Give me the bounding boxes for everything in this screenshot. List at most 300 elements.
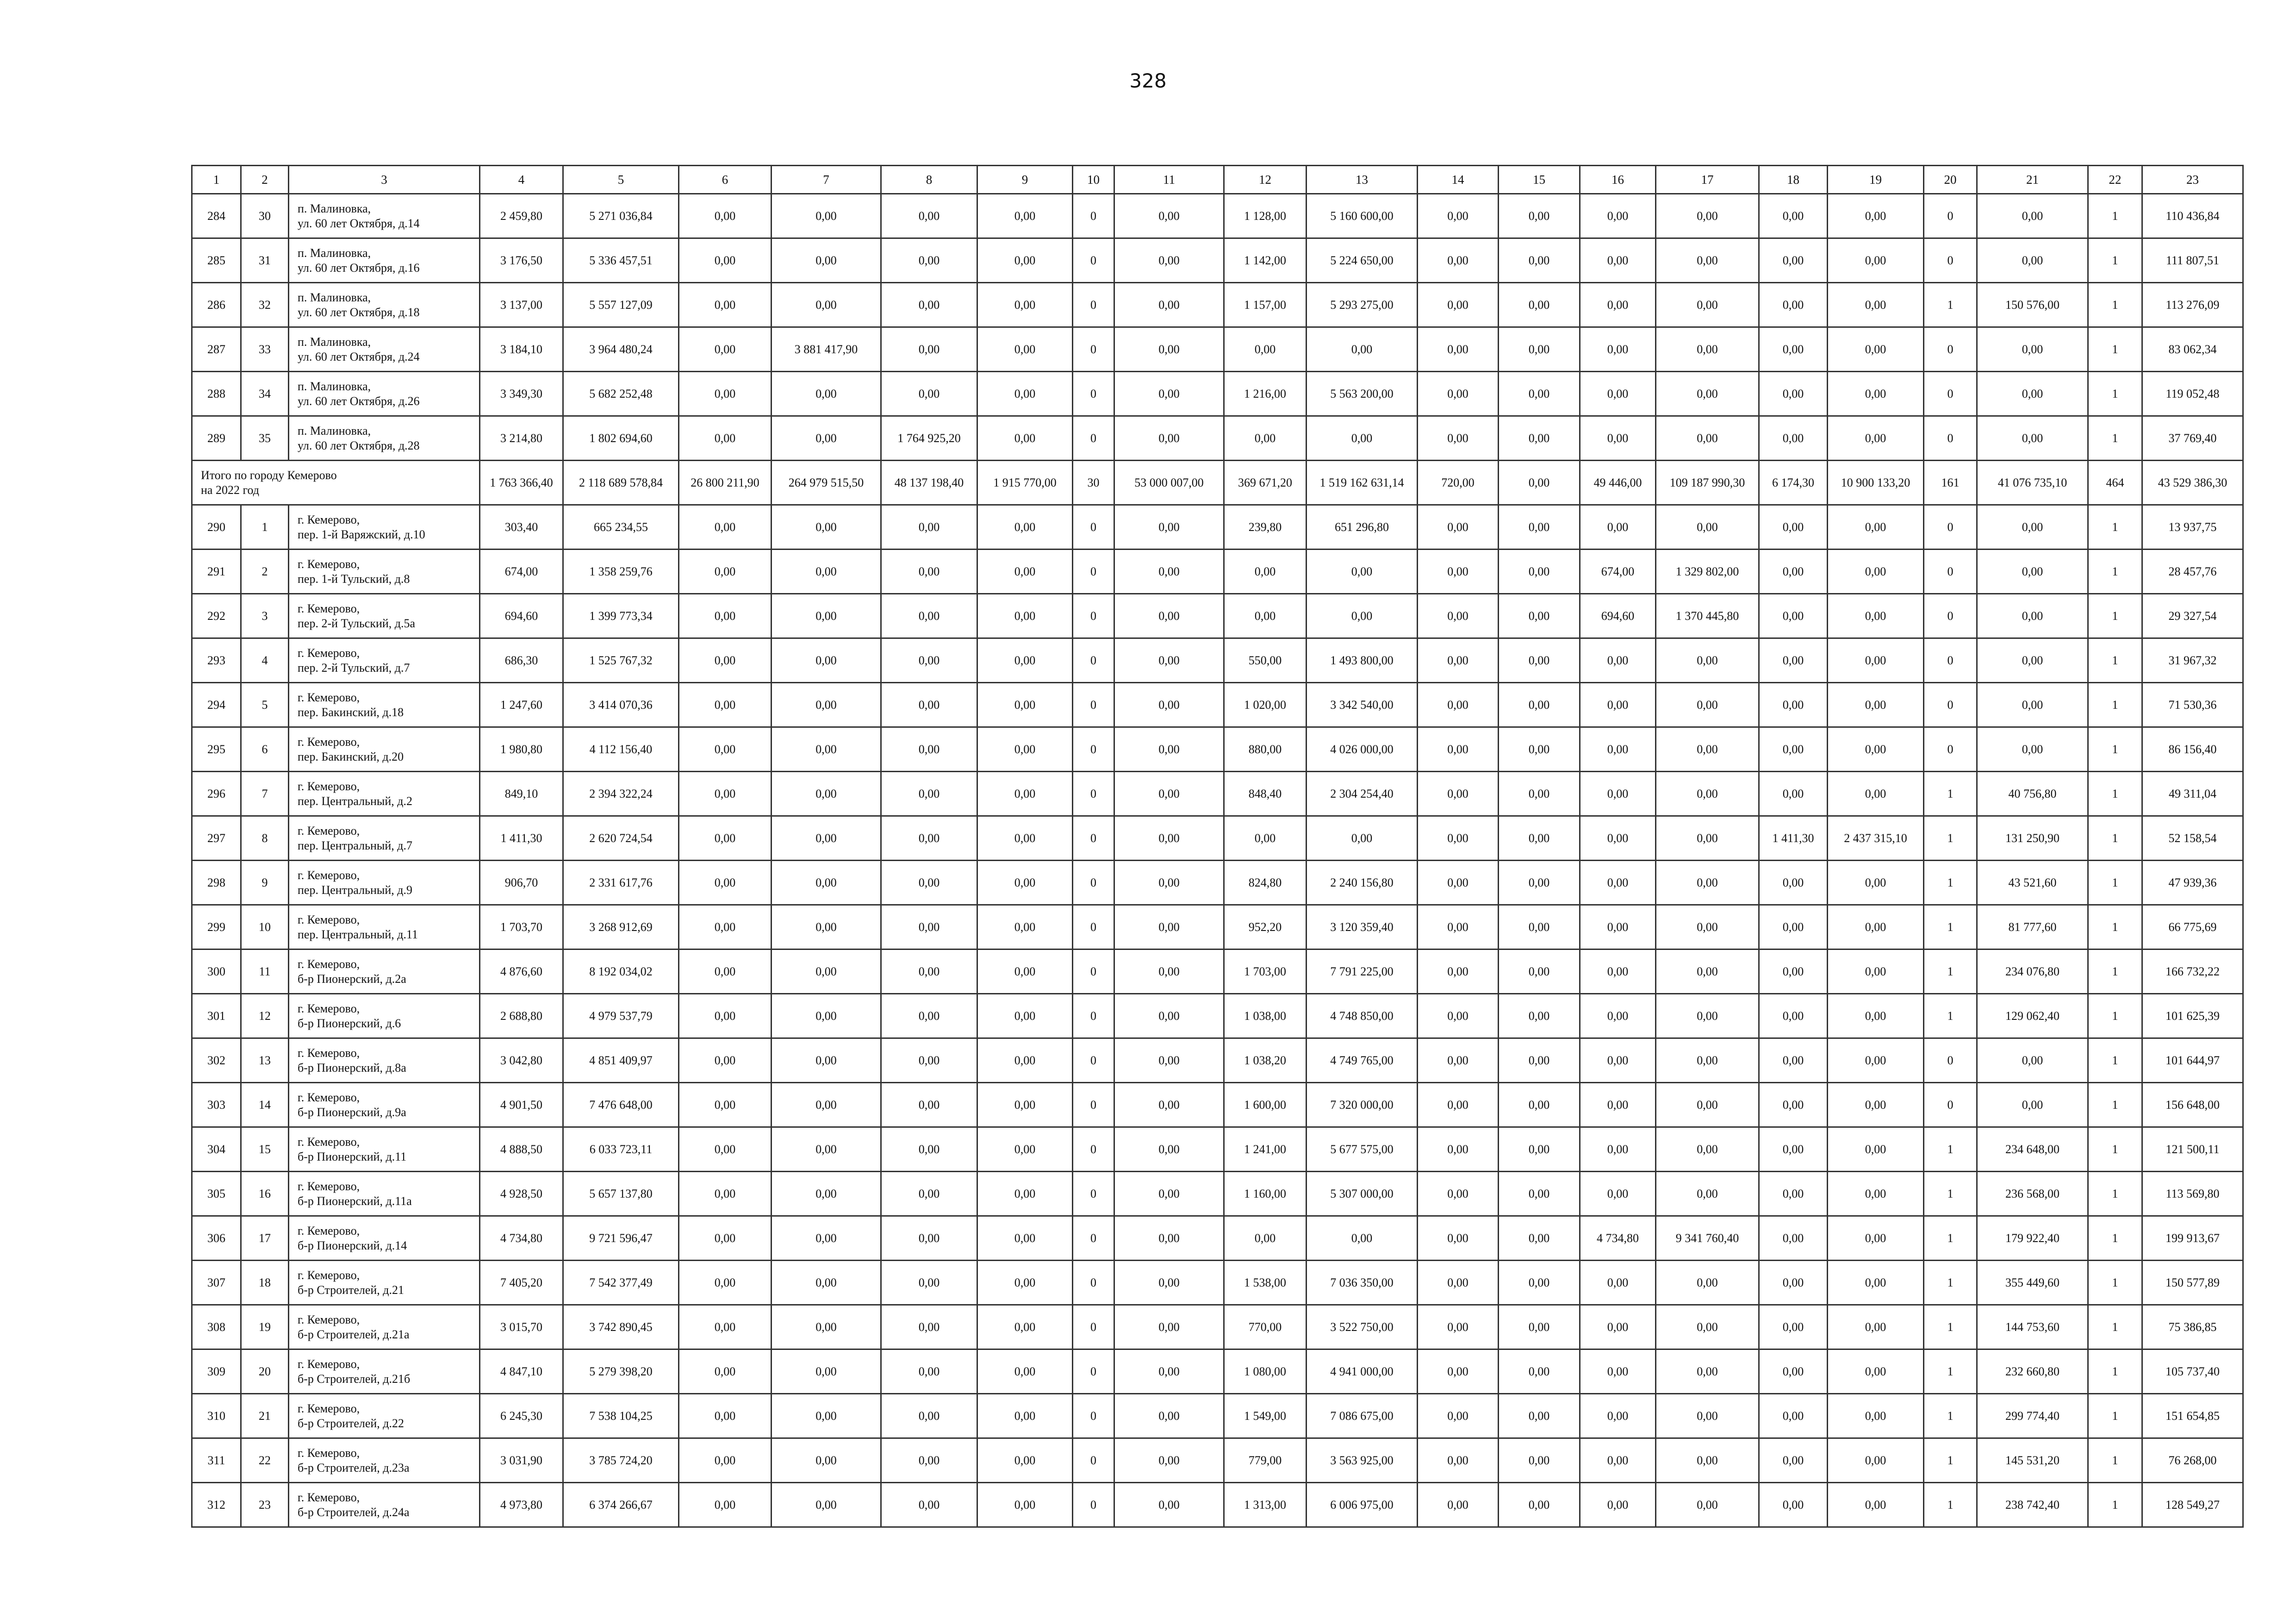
value-col-19: 0,00: [1828, 861, 1924, 905]
table-row: [192, 994, 2243, 1038]
value-col-23: 101 644,97: [2142, 1038, 2243, 1083]
value-col-16: 0,00: [1580, 1349, 1656, 1394]
address-line2: пер. 2-й Тульский, д.5а: [298, 616, 416, 630]
value-col-20: 1: [1924, 994, 1977, 1038]
value-col-19: 10 900 133,20: [1828, 461, 1924, 505]
value-col-8: 0,00: [881, 1083, 977, 1127]
value-col-17: 1 329 802,00: [1656, 550, 1759, 594]
value-col-5: 8 192 034,02: [563, 949, 679, 994]
value-col-23: 128 549,27: [2142, 1483, 2243, 1527]
column-header-4: 4: [480, 166, 563, 194]
value-col-6: 0,00: [679, 416, 772, 461]
value-col-10: 0: [1073, 638, 1114, 683]
value-col-20: 0: [1924, 194, 1977, 238]
address-line2: б-р Строителей, д.21б: [298, 1372, 411, 1386]
value-col-8: 48 137 198,40: [881, 461, 977, 505]
value-col-4: 4 928,50: [480, 1172, 563, 1216]
value-col-22: 1: [2088, 550, 2142, 594]
row-subnumber: 12: [241, 994, 289, 1038]
value-col-22: 1: [2088, 727, 2142, 772]
value-col-19: 0,00: [1828, 683, 1924, 727]
value-col-20: 1: [1924, 1349, 1977, 1394]
value-col-13: 7 036 350,00: [1307, 1261, 1418, 1305]
value-col-7: 0,00: [772, 861, 881, 905]
value-col-9: 1 915 770,00: [977, 461, 1073, 505]
address-line1: п. Малиновка,: [298, 335, 371, 349]
value-col-17: 9 341 760,40: [1656, 1216, 1759, 1261]
value-col-6: 0,00: [679, 638, 772, 683]
value-col-22: 1: [2088, 816, 2142, 861]
row-subnumber: 15: [241, 1127, 289, 1172]
value-col-14: 0,00: [1418, 1349, 1499, 1394]
value-col-18: 0,00: [1759, 194, 1828, 238]
value-col-21: 129 062,40: [1977, 994, 2088, 1038]
value-col-18: 0,00: [1759, 1038, 1828, 1083]
value-col-21: 234 648,00: [1977, 1127, 2088, 1172]
value-col-10: 0: [1073, 1349, 1114, 1394]
value-col-4: 4 888,50: [480, 1127, 563, 1172]
table-row: [192, 550, 2243, 594]
value-col-15: 0,00: [1499, 327, 1580, 372]
row-subnumber: 4: [241, 638, 289, 683]
value-col-19: 0,00: [1828, 949, 1924, 994]
value-col-14: 720,00: [1418, 461, 1499, 505]
address-line1: г. Кемерово,: [298, 1357, 360, 1371]
value-col-23: 75 386,85: [2142, 1305, 2243, 1349]
row-number: 297: [192, 816, 241, 861]
table-row: [192, 238, 2243, 283]
column-header-8: 8: [881, 166, 977, 194]
value-col-16: 0,00: [1580, 194, 1656, 238]
address-line2: ул. 60 лет Октября, д.14: [298, 216, 420, 230]
value-col-16: 0,00: [1580, 816, 1656, 861]
row-number: 288: [192, 372, 241, 416]
header-row: [192, 166, 2243, 194]
value-col-5: 6 033 723,11: [563, 1127, 679, 1172]
value-col-12: 1 549,00: [1224, 1394, 1307, 1438]
address-line1: г. Кемерово,: [298, 1268, 360, 1282]
column-header-11: 11: [1114, 166, 1224, 194]
value-col-20: 0: [1924, 683, 1977, 727]
table-row: [192, 283, 2243, 327]
row-number: 295: [192, 727, 241, 772]
value-col-11: 0,00: [1114, 727, 1224, 772]
address-cell: [289, 949, 480, 994]
value-col-12: 1 038,20: [1224, 1038, 1307, 1083]
value-col-13: 0,00: [1307, 1216, 1418, 1261]
value-col-7: 0,00: [772, 1172, 881, 1216]
address-line2: б-р Строителей, д.24а: [298, 1505, 410, 1519]
value-col-17: 0,00: [1656, 772, 1759, 816]
value-col-15: 0,00: [1499, 372, 1580, 416]
row-subnumber: 35: [241, 416, 289, 461]
row-number: 307: [192, 1261, 241, 1305]
value-col-21: 144 753,60: [1977, 1305, 2088, 1349]
value-col-17: 0,00: [1656, 949, 1759, 994]
value-col-15: 0,00: [1499, 1038, 1580, 1083]
row-number: 289: [192, 416, 241, 461]
row-subnumber: 17: [241, 1216, 289, 1261]
page-number: 328: [1129, 69, 1167, 92]
row-subnumber: 31: [241, 238, 289, 283]
address-line2: пер. 1-й Тульский, д.8: [298, 572, 410, 586]
table-row: [192, 1483, 2243, 1527]
value-col-21: 236 568,00: [1977, 1172, 2088, 1216]
value-col-19: 0,00: [1828, 1038, 1924, 1083]
total-label-line1: Итого по городу Кемерово: [201, 468, 337, 482]
value-col-19: 0,00: [1828, 905, 1924, 949]
value-col-9: 0,00: [977, 1038, 1073, 1083]
address-line2: пер. 2-й Тульский, д.7: [298, 661, 410, 675]
value-col-13: 2 304 254,40: [1307, 772, 1418, 816]
value-col-8: 0,00: [881, 1127, 977, 1172]
value-col-5: 5 271 036,84: [563, 194, 679, 238]
address-line1: г. Кемерово,: [298, 1046, 360, 1060]
value-col-15: 0,00: [1499, 1127, 1580, 1172]
value-col-7: 0,00: [772, 238, 881, 283]
value-col-21: 299 774,40: [1977, 1394, 2088, 1438]
address-line2: б-р Строителей, д.22: [298, 1416, 404, 1430]
value-col-9: 0,00: [977, 816, 1073, 861]
address-cell: [289, 905, 480, 949]
address-line1: г. Кемерово,: [298, 691, 360, 705]
value-col-7: 0,00: [772, 1216, 881, 1261]
value-col-9: 0,00: [977, 1083, 1073, 1127]
row-number: 287: [192, 327, 241, 372]
value-col-18: 0,00: [1759, 1394, 1828, 1438]
value-col-7: 0,00: [772, 1394, 881, 1438]
value-col-11: 0,00: [1114, 1083, 1224, 1127]
value-col-10: 0: [1073, 505, 1114, 550]
value-col-21: 41 076 735,10: [1977, 461, 2088, 505]
row-number: 306: [192, 1216, 241, 1261]
value-col-14: 0,00: [1418, 238, 1499, 283]
value-col-9: 0,00: [977, 949, 1073, 994]
value-col-11: 0,00: [1114, 550, 1224, 594]
value-col-18: 0,00: [1759, 327, 1828, 372]
value-col-6: 0,00: [679, 683, 772, 727]
value-col-5: 2 620 724,54: [563, 816, 679, 861]
value-col-20: 0: [1924, 550, 1977, 594]
value-col-10: 0: [1073, 1261, 1114, 1305]
value-col-13: 0,00: [1307, 327, 1418, 372]
value-col-5: 3 268 912,69: [563, 905, 679, 949]
row-subnumber: 13: [241, 1038, 289, 1083]
value-col-8: 0,00: [881, 1216, 977, 1261]
table-row: [192, 372, 2243, 416]
address-line1: г. Кемерово,: [298, 824, 360, 838]
value-col-6: 0,00: [679, 372, 772, 416]
value-col-14: 0,00: [1418, 772, 1499, 816]
value-col-5: 3 785 724,20: [563, 1438, 679, 1483]
value-col-14: 0,00: [1418, 1394, 1499, 1438]
value-col-11: 0,00: [1114, 505, 1224, 550]
address-line2: пер. Центральный, д.7: [298, 838, 412, 852]
value-col-6: 0,00: [679, 949, 772, 994]
value-col-13: 3 522 750,00: [1307, 1305, 1418, 1349]
value-col-10: 0: [1073, 1216, 1114, 1261]
address-cell: [289, 1305, 480, 1349]
value-col-23: 28 457,76: [2142, 550, 2243, 594]
value-col-23: 37 769,40: [2142, 416, 2243, 461]
value-col-14: 0,00: [1418, 1083, 1499, 1127]
value-col-7: 0,00: [772, 505, 881, 550]
value-col-22: 1: [2088, 194, 2142, 238]
value-col-11: 0,00: [1114, 416, 1224, 461]
address-cell: [289, 1349, 480, 1394]
value-col-15: 0,00: [1499, 505, 1580, 550]
value-col-6: 0,00: [679, 327, 772, 372]
value-col-14: 0,00: [1418, 1305, 1499, 1349]
value-col-20: 0: [1924, 372, 1977, 416]
table-row: [192, 416, 2243, 461]
value-col-9: 0,00: [977, 994, 1073, 1038]
address-cell: [289, 994, 480, 1038]
value-col-19: 0,00: [1828, 372, 1924, 416]
value-col-20: 0: [1924, 238, 1977, 283]
capital-repair-table: [191, 165, 2244, 1528]
address-cell: [289, 594, 480, 638]
value-col-9: 0,00: [977, 594, 1073, 638]
value-col-16: 0,00: [1580, 1394, 1656, 1438]
value-col-20: 0: [1924, 727, 1977, 772]
address-cell: [289, 416, 480, 461]
column-header-20: 20: [1924, 166, 1977, 194]
value-col-6: 0,00: [679, 1438, 772, 1483]
value-col-12: 1 241,00: [1224, 1127, 1307, 1172]
value-col-20: 1: [1924, 1483, 1977, 1527]
row-subnumber: 11: [241, 949, 289, 994]
value-col-16: 0,00: [1580, 861, 1656, 905]
address-cell: [289, 727, 480, 772]
value-col-23: 110 436,84: [2142, 194, 2243, 238]
value-col-12: 0,00: [1224, 550, 1307, 594]
value-col-22: 1: [2088, 1083, 2142, 1127]
value-col-13: 5 307 000,00: [1307, 1172, 1418, 1216]
value-col-8: 0,00: [881, 550, 977, 594]
value-col-12: 0,00: [1224, 327, 1307, 372]
value-col-8: 0,00: [881, 905, 977, 949]
value-col-21: 150 576,00: [1977, 283, 2088, 327]
address-cell: [289, 638, 480, 683]
value-col-19: 0,00: [1828, 194, 1924, 238]
address-line2: б-р Пионерский, д.11: [298, 1149, 407, 1163]
value-col-5: 4 851 409,97: [563, 1038, 679, 1083]
value-col-18: 0,00: [1759, 683, 1828, 727]
value-col-22: 1: [2088, 283, 2142, 327]
value-col-18: 0,00: [1759, 1261, 1828, 1305]
address-line1: п. Малиновка,: [298, 202, 371, 216]
value-col-12: 0,00: [1224, 416, 1307, 461]
value-col-5: 5 657 137,80: [563, 1172, 679, 1216]
value-col-7: 0,00: [772, 1483, 881, 1527]
value-col-12: 1 216,00: [1224, 372, 1307, 416]
address-cell: [289, 1083, 480, 1127]
table-body: [192, 166, 2243, 1527]
row-subnumber: 22: [241, 1438, 289, 1483]
value-col-20: 1: [1924, 1438, 1977, 1483]
column-header-22: 22: [2088, 166, 2142, 194]
value-col-23: 199 913,67: [2142, 1216, 2243, 1261]
value-col-6: 0,00: [679, 1305, 772, 1349]
value-col-10: 0: [1073, 594, 1114, 638]
value-col-6: 0,00: [679, 594, 772, 638]
value-col-10: 0: [1073, 905, 1114, 949]
value-col-8: 0,00: [881, 683, 977, 727]
value-col-16: 0,00: [1580, 727, 1656, 772]
value-col-17: 0,00: [1656, 1038, 1759, 1083]
value-col-16: 0,00: [1580, 949, 1656, 994]
value-col-18: 0,00: [1759, 283, 1828, 327]
value-col-8: 0,00: [881, 194, 977, 238]
value-col-13: 651 296,80: [1307, 505, 1418, 550]
value-col-17: 0,00: [1656, 1349, 1759, 1394]
value-col-17: 0,00: [1656, 1083, 1759, 1127]
table-row: [192, 772, 2243, 816]
value-col-19: 0,00: [1828, 1083, 1924, 1127]
value-col-13: 6 006 975,00: [1307, 1483, 1418, 1527]
row-number: 300: [192, 949, 241, 994]
value-col-13: 0,00: [1307, 594, 1418, 638]
row-number: 294: [192, 683, 241, 727]
value-col-11: 0,00: [1114, 638, 1224, 683]
address-line1: г. Кемерово,: [298, 1224, 360, 1238]
address-line1: г. Кемерово,: [298, 1180, 360, 1193]
value-col-16: 0,00: [1580, 1127, 1656, 1172]
value-col-15: 0,00: [1499, 283, 1580, 327]
value-col-9: 0,00: [977, 1438, 1073, 1483]
value-col-17: 0,00: [1656, 327, 1759, 372]
value-col-18: 0,00: [1759, 949, 1828, 994]
row-number: 303: [192, 1083, 241, 1127]
value-col-21: 0,00: [1977, 1083, 2088, 1127]
value-col-5: 5 557 127,09: [563, 283, 679, 327]
row-subnumber: 6: [241, 727, 289, 772]
value-col-4: 849,10: [480, 772, 563, 816]
row-number: 302: [192, 1038, 241, 1083]
value-col-13: 2 240 156,80: [1307, 861, 1418, 905]
value-col-18: 0,00: [1759, 1349, 1828, 1394]
value-col-4: 1 247,60: [480, 683, 563, 727]
value-col-14: 0,00: [1418, 994, 1499, 1038]
value-col-13: 7 791 225,00: [1307, 949, 1418, 994]
value-col-4: 694,60: [480, 594, 563, 638]
value-col-7: 0,00: [772, 1038, 881, 1083]
value-col-11: 0,00: [1114, 372, 1224, 416]
value-col-14: 0,00: [1418, 683, 1499, 727]
value-col-18: 0,00: [1759, 1216, 1828, 1261]
value-col-12: 770,00: [1224, 1305, 1307, 1349]
value-col-19: 0,00: [1828, 283, 1924, 327]
address-cell: [289, 1483, 480, 1527]
value-col-9: 0,00: [977, 238, 1073, 283]
value-col-17: 0,00: [1656, 505, 1759, 550]
value-col-20: 1: [1924, 816, 1977, 861]
value-col-9: 0,00: [977, 1394, 1073, 1438]
row-subnumber: 9: [241, 861, 289, 905]
value-col-9: 0,00: [977, 905, 1073, 949]
value-col-6: 0,00: [679, 1172, 772, 1216]
value-col-13: 5 677 575,00: [1307, 1127, 1418, 1172]
value-col-14: 0,00: [1418, 727, 1499, 772]
table-row: [192, 905, 2243, 949]
value-col-6: 0,00: [679, 194, 772, 238]
table-row: [192, 861, 2243, 905]
column-header-14: 14: [1418, 166, 1499, 194]
value-col-15: 0,00: [1499, 550, 1580, 594]
value-col-9: 0,00: [977, 505, 1073, 550]
value-col-20: 0: [1924, 505, 1977, 550]
value-col-18: 0,00: [1759, 550, 1828, 594]
table-row: [192, 594, 2243, 638]
value-col-15: 0,00: [1499, 861, 1580, 905]
value-col-11: 0,00: [1114, 1483, 1224, 1527]
value-col-4: 1 703,70: [480, 905, 563, 949]
column-header-21: 21: [1977, 166, 2088, 194]
value-col-4: 686,30: [480, 638, 563, 683]
column-header-7: 7: [772, 166, 881, 194]
value-col-18: 0,00: [1759, 1438, 1828, 1483]
value-col-11: 0,00: [1114, 1172, 1224, 1216]
value-col-8: 0,00: [881, 727, 977, 772]
value-col-11: 0,00: [1114, 1349, 1224, 1394]
address-line2: ул. 60 лет Октября, д.26: [298, 394, 420, 408]
value-col-4: 4 973,80: [480, 1483, 563, 1527]
value-col-16: 0,00: [1580, 1172, 1656, 1216]
value-col-16: 0,00: [1580, 283, 1656, 327]
column-header-23: 23: [2142, 166, 2243, 194]
address-line2: б-р Пионерский, д.11а: [298, 1194, 412, 1208]
row-subnumber: 3: [241, 594, 289, 638]
value-col-10: 0: [1073, 816, 1114, 861]
value-col-23: 43 529 386,30: [2142, 461, 2243, 505]
value-col-12: 0,00: [1224, 594, 1307, 638]
value-col-12: 1 020,00: [1224, 683, 1307, 727]
value-col-12: 1 703,00: [1224, 949, 1307, 994]
value-col-17: 1 370 445,80: [1656, 594, 1759, 638]
value-col-14: 0,00: [1418, 1261, 1499, 1305]
value-col-16: 674,00: [1580, 550, 1656, 594]
value-col-18: 0,00: [1759, 861, 1828, 905]
value-col-14: 0,00: [1418, 505, 1499, 550]
value-col-14: 0,00: [1418, 1483, 1499, 1527]
value-col-5: 1 358 259,76: [563, 550, 679, 594]
address-line2: ул. 60 лет Октября, д.24: [298, 350, 420, 363]
table-row: [192, 505, 2243, 550]
value-col-12: 779,00: [1224, 1438, 1307, 1483]
value-col-23: 151 654,85: [2142, 1394, 2243, 1438]
value-col-12: 1 313,00: [1224, 1483, 1307, 1527]
value-col-21: 43 521,60: [1977, 861, 2088, 905]
value-col-20: 1: [1924, 1172, 1977, 1216]
value-col-23: 121 500,11: [2142, 1127, 2243, 1172]
value-col-10: 0: [1073, 1438, 1114, 1483]
address-line2: ул. 60 лет Октября, д.18: [298, 305, 420, 319]
value-col-11: 0,00: [1114, 1394, 1224, 1438]
value-col-5: 4 112 156,40: [563, 727, 679, 772]
value-col-10: 0: [1073, 372, 1114, 416]
value-col-19: 0,00: [1828, 550, 1924, 594]
value-col-7: 0,00: [772, 994, 881, 1038]
row-number: 298: [192, 861, 241, 905]
address-line2: пер. Центральный, д.9: [298, 883, 412, 897]
value-col-15: 0,00: [1499, 994, 1580, 1038]
address-line1: г. Кемерово,: [298, 1002, 360, 1016]
address-cell: [289, 372, 480, 416]
value-col-9: 0,00: [977, 283, 1073, 327]
row-subnumber: 23: [241, 1483, 289, 1527]
value-col-21: 0,00: [1977, 594, 2088, 638]
